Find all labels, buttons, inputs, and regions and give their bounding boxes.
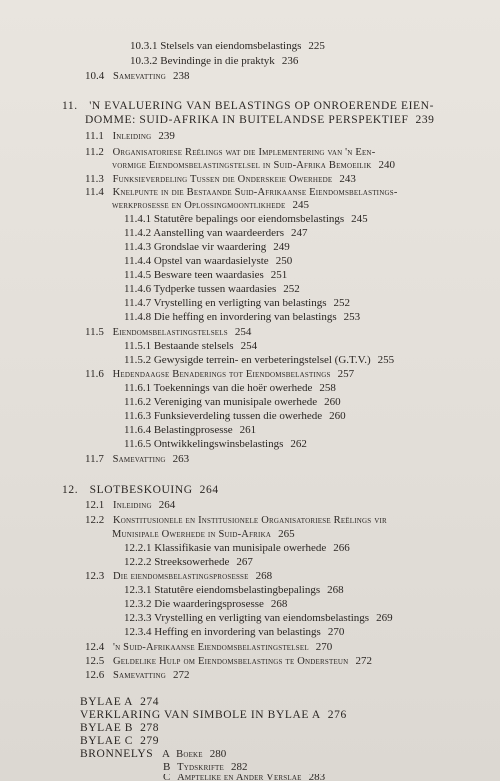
entry-page: 255 [377,354,395,366]
entry-page: 239 [158,130,175,142]
entry-page: 254 [240,340,258,352]
entry-number: 11.4.5 [124,269,152,281]
entry-page: 243 [339,173,356,185]
entry-number: 12.6 [85,669,105,681]
entry-title: Samevatting [113,670,167,681]
chapter-number: 12. [62,484,79,496]
entry-page: 258 [319,382,336,394]
toc-entry [124,269,287,282]
toc-entry [85,326,251,339]
toc-entry [124,255,292,268]
entry-page: 260 [329,410,346,422]
toc-entry [85,70,190,83]
toc-entry [124,283,300,296]
entry-page: 265 [278,528,295,540]
entry-number: 11.4.3 [124,241,152,253]
entry-page: 268 [327,584,344,596]
appendix-entry [80,696,159,709]
entry-title: Knelpunte in die Bestaande Suid-Afrikaanse Eiendomsbelastings- [112,187,398,198]
chapter-title: SLOTBESKOUING [89,484,193,496]
entry-number: 11.4.2 [124,227,152,239]
toc-entry [124,556,253,569]
entry-title: Streeksowerhede [154,556,230,568]
toc-entry [124,598,287,611]
entry-number: 11.4.8 [124,311,152,323]
entry-page: 268 [255,570,273,582]
entry-number: 11.4.6 [124,283,152,295]
entry-number: 12.3.2 [124,598,152,610]
toc-entry [124,241,290,254]
toc-entry [85,130,175,143]
entry-title: Inleiding [112,131,152,142]
entry-page: 272 [173,669,190,681]
toc-entry [85,368,354,381]
appendix-page: 276 [327,709,347,721]
toc-entry [124,542,350,555]
entry-title: Die waarderingsprosesse [154,598,264,610]
entry-number: 12.1 [85,499,105,511]
entry-page: 269 [376,612,393,624]
entry-number: 12.3.1 [124,584,152,596]
toc-entry [124,297,350,310]
entry-number: 10.3.1 [130,40,158,52]
entry-number: 11.4 [85,186,104,198]
entry-number: 11.3 [85,173,104,185]
entry-page: 245 [292,199,309,211]
entry-title: Opstel van waardasielyste [153,255,269,267]
entry-page: 262 [290,438,307,450]
toc-entry [130,40,325,53]
toc-entry [124,438,307,451]
toc-entry [124,410,346,423]
appendix-page: 274 [140,696,160,708]
bibliography-part-page: 282 [231,761,248,773]
entry-title: Statutêre bepalings oor eiendomsbelastings [153,213,345,225]
bibliography-part-letter: A [162,748,170,760]
entry-title: Klassifikasie van munisipale owerhede [154,542,327,554]
appendix-entry [80,709,347,722]
entry-title: Hedendaagse Benaderings tot Eiendomsbelastings [112,369,331,380]
entry-title: werkprosesse en Oplossingmoontlikhede [112,200,286,211]
entry-page: 253 [343,311,361,323]
bibliography-entry [163,761,248,774]
entry-title: Gewysigde terrein- en verbeteringstelsel (G.T.V.) [153,354,371,366]
entry-number: 11.1 [85,130,104,142]
entry-title: Heffing en invordering van belastings [154,626,321,638]
entry-title: Aanstelling van waardeerders [153,227,284,239]
entry-page: 267 [236,556,253,568]
entry-number: 11.6.3 [124,410,152,422]
appendix-title: VERKLARING VAN SIMBOLE IN BYLAE A [80,709,321,721]
entry-page: 252 [333,297,351,309]
entry-page: 263 [172,453,190,465]
entry-number: 10.4 [85,70,105,82]
entry-title: Die eiendomsbelastingsprosesse [113,571,249,582]
chapter-title: DOMME: SUID-AFRIKA IN BUITELANDSE PERSPEKTIEF [85,114,409,126]
entry-number: 11.4.7 [124,297,152,309]
entry-number: 11.2 [85,146,104,158]
entry-number: 12.2.1 [124,542,152,554]
entry-title: Besware teen waardasies [153,269,264,281]
entry-page: 270 [327,626,345,638]
entry-title: Ontwikkelingswinsbelastings [153,438,284,450]
bibliography-part-letter: B [163,761,171,773]
entry-page: 247 [290,227,308,239]
entry-page: 254 [234,326,252,338]
entry-number: 11.4.1 [124,213,152,225]
entry-number: 11.6.5 [124,438,152,450]
chapter-title: 'N EVALUERING VAN BELASTINGS OP ONROERENDE EIEN- [89,100,435,112]
entry-page: 266 [333,542,350,554]
toc-entry [124,340,257,353]
entry-title: Vereniging van munisipale owerhede [153,396,318,408]
entry-title: Tydperke tussen waardasies [153,283,277,295]
entry-page: 268 [270,598,288,610]
entry-title: Bevindinge in die praktyk [160,55,275,67]
entry-page: 270 [315,641,333,653]
entry-title: Vrystelling en verligting van belastings [153,297,327,309]
chapter-heading [62,100,434,113]
chapter-page: 264 [199,484,219,496]
toc-entry-cont [112,528,295,541]
appendix-page: 278 [140,722,160,734]
entry-number: 12.3.3 [124,612,152,624]
toc-entry [124,396,341,409]
chapter-heading [62,484,219,497]
toc-entry [85,499,175,512]
entry-page: 260 [324,396,341,408]
entry-title: Stelsels van eiendomsbelastings [160,40,302,52]
bibliography-part-title: Tydskrifte [177,762,225,773]
bibliography-entry [80,748,226,761]
entry-title: Funksieverdeling tussen die owerhede [153,410,323,422]
entry-title: vormige Eiendomsbelastingstelsel in Suid-Afrika Bemoeilik [112,160,372,171]
entry-title: Die heffing en invordering van belastings [153,311,337,323]
entry-number: 10.3.2 [130,55,158,67]
toc-entry [85,186,398,199]
appendix-title: BYLAE B [80,722,134,734]
entry-title: Funksieverdeling Tussen die Onderskeie Owerhede [112,174,333,185]
entry-title: Inleiding [113,500,152,511]
entry-number: 11.6.1 [124,382,152,394]
toc-entry [130,55,298,68]
entry-title: Belastingprosesse [153,424,233,436]
entry-number: 11.4.4 [124,255,152,267]
appendix-page: 279 [140,735,160,747]
entry-title: Toekennings van die hoër owerhede [153,382,313,394]
entry-number: 11.5 [85,326,104,338]
entry-title: Statutêre eiendomsbelastingbepalings [154,584,321,596]
entry-number: 12.2.2 [124,556,152,568]
entry-page: 245 [351,213,368,225]
entry-page: 251 [270,269,288,281]
appendix-entry [80,735,159,748]
entry-number: 11.5.2 [124,354,152,366]
entry-number: 11.7 [85,453,104,465]
entry-number: 12.5 [85,655,105,667]
entry-page: 272 [355,655,372,667]
appendix-title: BYLAE C [80,735,134,747]
toc-entry [124,311,360,324]
entry-page: 249 [273,241,290,253]
entry-title: Samevatting [113,71,167,82]
entry-title: Geldelike Hulp om Eiendomsbelastings te Ondersteun [113,656,349,667]
toc-entry [124,626,344,639]
entry-number: 12.3.4 [124,626,152,638]
entry-title: Grondslae vir waardering [153,241,267,253]
entry-page: 238 [173,70,190,82]
toc-entry [85,655,372,668]
entry-number: 12.4 [85,641,105,653]
entry-page: 240 [378,159,395,171]
toc-entry [124,424,256,437]
entry-page: 225 [308,40,325,52]
entry-title: Samevatting [112,454,166,465]
entry-number: 11.5.1 [124,340,152,352]
entry-page: 264 [158,499,176,511]
chapter-number: 11. [62,100,78,112]
entry-page: 236 [281,55,299,67]
bibliography-part-page: 280 [209,748,227,760]
bibliography-part-title: Boeke [176,749,203,760]
toc-entry [124,612,393,625]
entry-page: 252 [283,283,300,295]
entry-number: 12.2 [85,514,105,526]
toc-entry [124,227,307,240]
toc-entry [85,453,189,466]
entry-page: 261 [239,424,257,436]
entry-number: 11.6.4 [124,424,152,436]
entry-number: 11.6.2 [124,396,152,408]
entry-title: Munisipale Owerhede in Suid-Afrika [112,529,272,540]
appendix-entry [80,722,159,735]
appendix-title: BYLAE A [80,696,134,708]
toc-entry [124,354,394,367]
entry-title: Vrystelling en verligting van eiendomsbelastings [154,612,370,624]
bibliography-entry [163,774,325,781]
toc-entry [85,146,375,159]
toc-entry [85,641,332,654]
entry-number: 12.3 [85,570,105,582]
bibliography-part-letter: C [163,774,171,781]
entry-page: 257 [337,368,355,380]
toc-entry-cont [112,159,395,172]
entry-title: Konstitusionele en Institusionele Organisatoriese Reëlings vir [113,515,387,526]
chapter-page: 239 [415,114,435,126]
entry-number: 11.6 [85,368,104,380]
toc-entry [124,382,336,395]
toc-entry [85,514,387,527]
bibliography-part-page: 283 [308,774,326,781]
toc-entry [85,669,190,682]
bibliography-title: BRONNELYS [80,748,154,760]
entry-page: 250 [275,255,293,267]
entry-title: Bestaande stelsels [153,340,234,352]
toc-entry-cont [112,199,309,212]
toc-entry [85,570,272,583]
toc-entry [85,173,356,186]
entry-title: Organisatoriese Reëlings wat die Implementering van 'n Een- [112,147,376,158]
chapter-heading-cont [85,114,435,127]
toc-entry [124,584,344,597]
entry-title: 'n Suid-Afrikaanse Eiendomsbelastingstelsel [113,642,309,653]
toc-entry [124,213,368,226]
bibliography-part-title: Amptelike en Ander Verslae [177,774,302,781]
entry-title: Eiendomsbelastingstelsels [112,327,228,338]
